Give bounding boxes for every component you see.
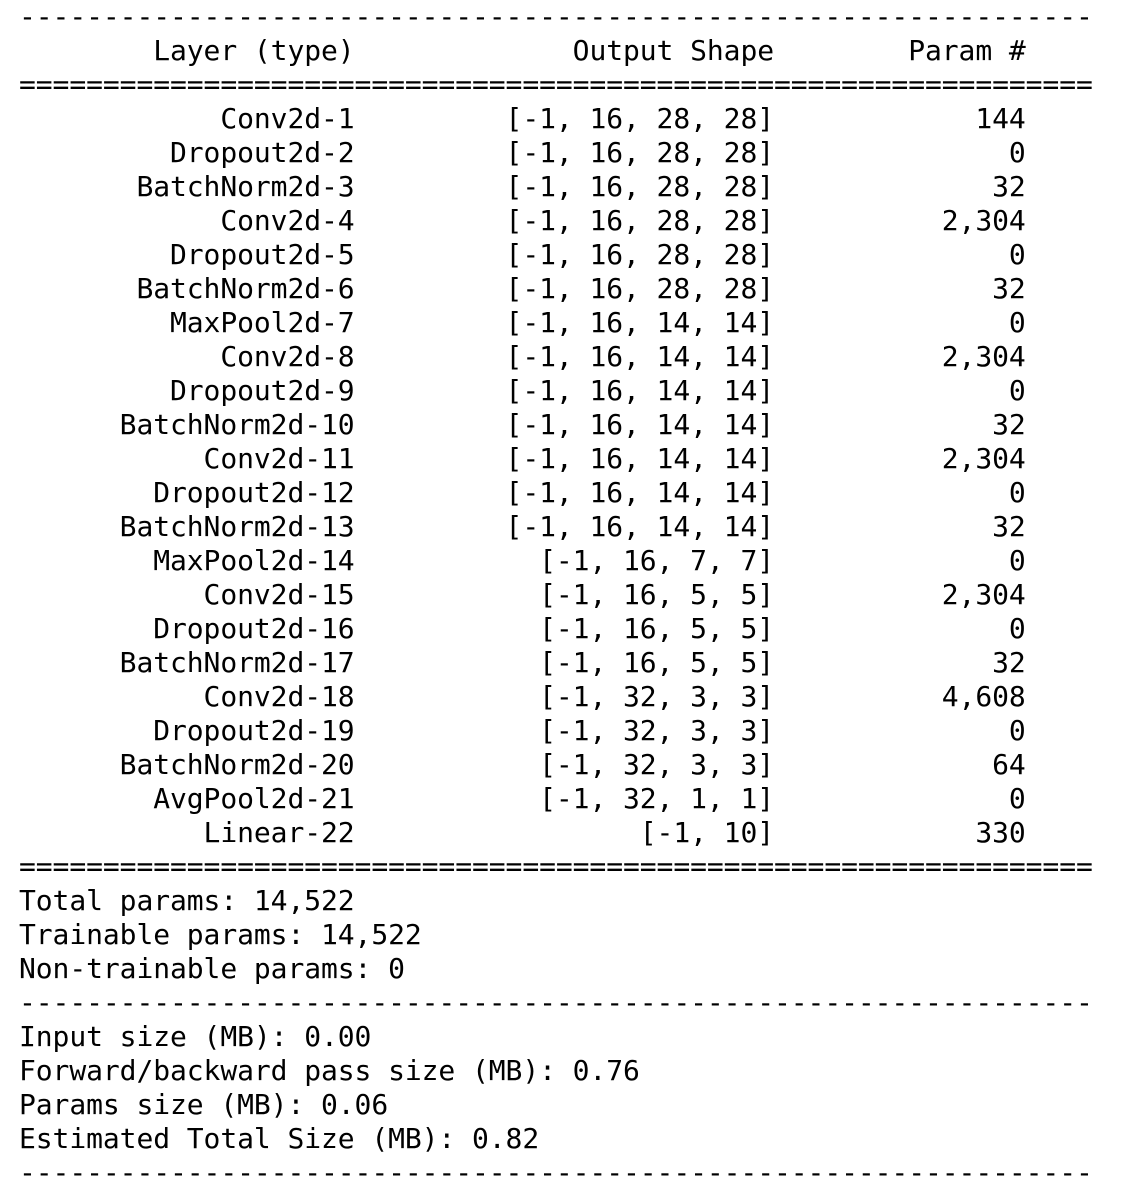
table-row <box>19 408 1093 442</box>
param-count: 32 <box>774 510 1026 543</box>
table-row <box>19 204 1093 238</box>
output-shape: [-1, 16, 14, 14] <box>354 340 774 373</box>
separator-dash-top: ---------------------------------------------------------------- <box>19 0 1093 33</box>
table-row <box>19 476 1093 510</box>
table-row <box>19 136 1093 170</box>
output-shape: [-1, 16, 28, 28] <box>354 272 774 305</box>
table-row <box>19 102 1093 136</box>
output-shape: [-1, 16, 5, 5] <box>354 646 774 679</box>
table-row <box>19 510 1093 544</box>
output-shape: [-1, 16, 14, 14] <box>354 442 774 475</box>
output-shape: [-1, 10] <box>354 816 774 849</box>
layer-name: Conv2d-1 <box>19 102 355 135</box>
table-row <box>19 272 1093 306</box>
param-count: 2,304 <box>774 204 1026 237</box>
layer-name: BatchNorm2d-6 <box>19 272 355 305</box>
output-shape: [-1, 16, 14, 14] <box>354 408 774 441</box>
layer-name: Conv2d-8 <box>19 340 355 373</box>
forward-backward-size: Forward/backward pass size (MB): 0.76 <box>19 1054 640 1087</box>
param-count: 144 <box>774 102 1026 135</box>
separator-dash-middle: ---------------------------------------------------------------- <box>19 986 1093 1019</box>
param-count: 0 <box>774 544 1026 577</box>
header-layer-type: Layer (type) <box>19 34 355 67</box>
header-row <box>19 34 1093 68</box>
layer-name: Conv2d-4 <box>19 204 355 237</box>
layer-name: BatchNorm2d-3 <box>19 170 355 203</box>
separator-equals-footer: ================================================================ <box>19 850 1093 883</box>
output-shape: [-1, 16, 5, 5] <box>354 578 774 611</box>
separator-dash-bottom: ---------------------------------------------------------------- <box>19 1156 1093 1189</box>
trainable-params: Trainable params: 14,522 <box>19 918 422 951</box>
param-count: 0 <box>774 374 1026 407</box>
output-shape: [-1, 16, 28, 28] <box>354 136 774 169</box>
layer-name: Dropout2d-5 <box>19 238 355 271</box>
layer-name: Dropout2d-12 <box>19 476 355 509</box>
layer-name: Dropout2d-9 <box>19 374 355 407</box>
param-count: 64 <box>774 748 1026 781</box>
output-shape: [-1, 16, 14, 14] <box>354 306 774 339</box>
layer-name: BatchNorm2d-17 <box>19 646 355 679</box>
param-count: 0 <box>774 612 1026 645</box>
param-count: 0 <box>774 306 1026 339</box>
output-shape: [-1, 16, 14, 14] <box>354 476 774 509</box>
table-row <box>19 646 1093 680</box>
output-shape: [-1, 16, 7, 7] <box>354 544 774 577</box>
table-row <box>19 306 1093 340</box>
layer-name: BatchNorm2d-20 <box>19 748 355 781</box>
estimated-total-size: Estimated Total Size (MB): 0.82 <box>19 1122 540 1155</box>
layer-name: Conv2d-15 <box>19 578 355 611</box>
separator-equals-header: ================================================================ <box>19 68 1093 101</box>
header-param-count: Param # <box>774 34 1026 67</box>
output-shape: [-1, 32, 3, 3] <box>354 748 774 781</box>
layer-name: Conv2d-11 <box>19 442 355 475</box>
layer-name: Dropout2d-16 <box>19 612 355 645</box>
param-count: 0 <box>774 782 1026 815</box>
output-shape: [-1, 32, 1, 1] <box>354 782 774 815</box>
layer-name: Conv2d-18 <box>19 680 355 713</box>
layer-name: MaxPool2d-14 <box>19 544 355 577</box>
table-row <box>19 816 1093 850</box>
param-count: 0 <box>774 238 1026 271</box>
output-shape: [-1, 16, 28, 28] <box>354 204 774 237</box>
table-row <box>19 714 1093 748</box>
param-count: 32 <box>774 408 1026 441</box>
layer-name: BatchNorm2d-13 <box>19 510 355 543</box>
param-count: 32 <box>774 170 1026 203</box>
layer-name: Linear-22 <box>19 816 355 849</box>
table-row <box>19 544 1093 578</box>
model-summary <box>19 0 1093 1190</box>
layer-name: Dropout2d-2 <box>19 136 355 169</box>
table-row <box>19 238 1093 272</box>
output-shape: [-1, 16, 14, 14] <box>354 510 774 543</box>
total-params: Total params: 14,522 <box>19 884 355 917</box>
param-count: 2,304 <box>774 442 1026 475</box>
table-row <box>19 442 1093 476</box>
output-shape: [-1, 16, 14, 14] <box>354 374 774 407</box>
table-row <box>19 748 1093 782</box>
params-size: Params size (MB): 0.06 <box>19 1088 389 1121</box>
param-count: 32 <box>774 272 1026 305</box>
table-row <box>19 612 1093 646</box>
table-row <box>19 782 1093 816</box>
output-shape: [-1, 16, 28, 28] <box>354 170 774 203</box>
table-row <box>19 578 1093 612</box>
header-output-shape: Output Shape <box>354 34 774 67</box>
layer-name: MaxPool2d-7 <box>19 306 355 339</box>
output-shape: [-1, 32, 3, 3] <box>354 714 774 747</box>
param-count: 0 <box>774 476 1026 509</box>
param-count: 2,304 <box>774 578 1026 611</box>
table-row <box>19 680 1093 714</box>
non-trainable-params: Non-trainable params: 0 <box>19 952 405 985</box>
param-count: 4,608 <box>774 680 1026 713</box>
param-count: 330 <box>774 816 1026 849</box>
param-count: 0 <box>774 136 1026 169</box>
output-shape: [-1, 16, 28, 28] <box>354 238 774 271</box>
table-row <box>19 170 1093 204</box>
input-size: Input size (MB): 0.00 <box>19 1020 372 1053</box>
param-count: 32 <box>774 646 1026 679</box>
layer-name: AvgPool2d-21 <box>19 782 355 815</box>
layer-name: Dropout2d-19 <box>19 714 355 747</box>
param-count: 0 <box>774 714 1026 747</box>
table-row <box>19 340 1093 374</box>
output-shape: [-1, 16, 5, 5] <box>354 612 774 645</box>
table-row <box>19 374 1093 408</box>
param-count: 2,304 <box>774 340 1026 373</box>
layer-table <box>19 102 1093 850</box>
output-shape: [-1, 32, 3, 3] <box>354 680 774 713</box>
layer-name: BatchNorm2d-10 <box>19 408 355 441</box>
output-shape: [-1, 16, 28, 28] <box>354 102 774 135</box>
